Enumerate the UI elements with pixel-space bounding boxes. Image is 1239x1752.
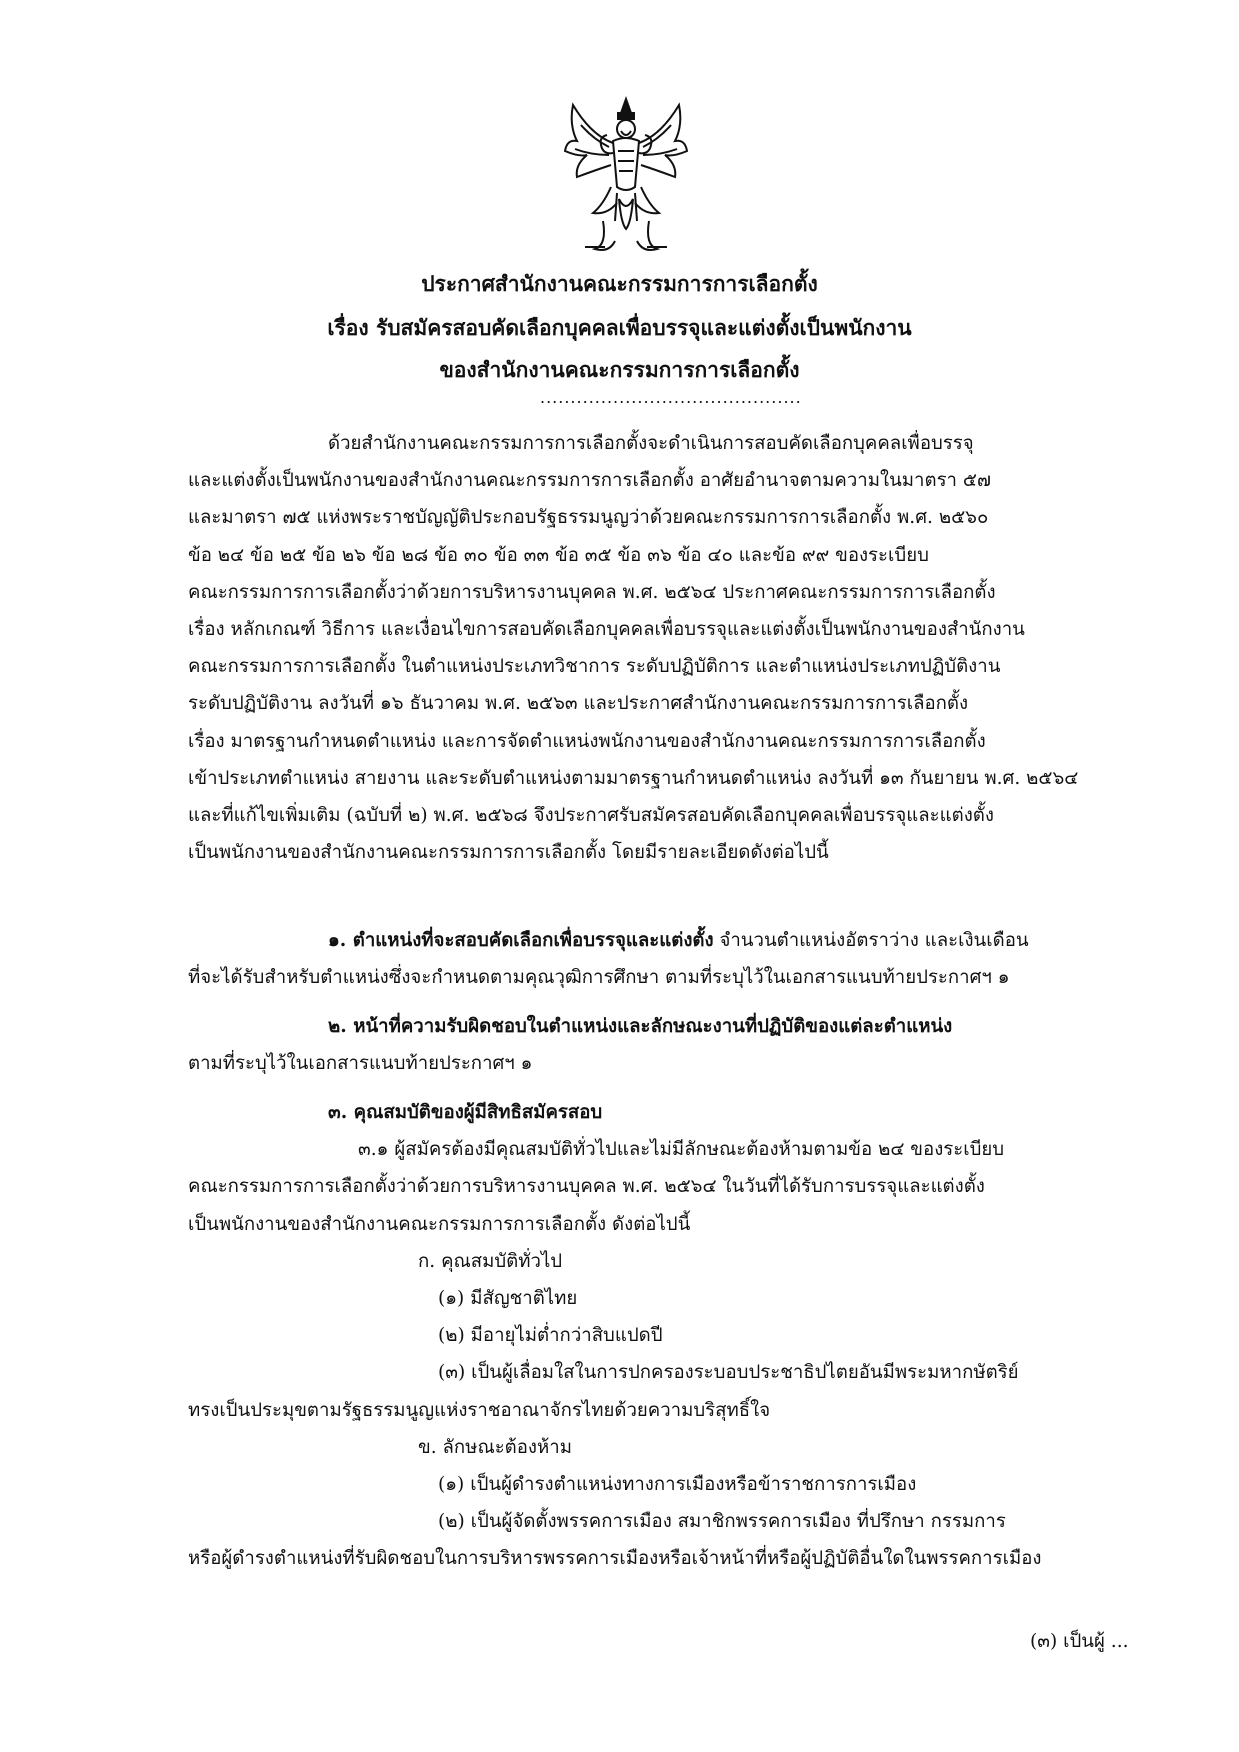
prohibition-heading: ข. ลักษณะต้องห้าม [418,1436,572,1458]
intro-line: เข้าประเภทตำแหน่ง สายงาน และระดับตำแหน่งตามมาตรฐานกำหนดตำแหน่ง ลงวันที่ ๑๓ กันยายน พ.ศ. ๒๕๖๔ [188,767,1079,789]
section-1-line: ที่จะได้รับสำหรับตำแหน่งซึ่งจะกำหนดตามคุณวุฒิการศึกษา ตามที่ระบุไว้ในเอกสารแนบท้ายประกาศฯ ๑ [188,967,1010,989]
section-3-1-line: เป็นพนักงานของสำนักงานคณะกรรมการการเลือกตั้ง ดังต่อไปนี้ [188,1213,691,1235]
prohibition-item: (๑) เป็นผู้ดำรงตำแหน่งทางการเมืองหรือข้าราชการการเมือง [438,1473,917,1495]
announcement-title: ประกาศสำนักงานคณะกรรมการการเลือกตั้ง [421,271,818,296]
intro-line: คณะกรรมการการเลือกตั้งว่าด้วยการบริหารงานบุคคล พ.ศ. ๒๕๖๔ ประกาศคณะกรรมการการเลือกตั้ง [188,581,996,603]
section-2-heading: ๒. หน้าที่ความรับผิดชอบในตำแหน่งและลักษณะงานที่ปฏิบัติของแต่ละตำแหน่ง [328,1016,953,1037]
qualification-heading: ก. คุณสมบัติทั่วไป [418,1250,563,1272]
qualification-item: (๓) เป็นผู้เลื่อมใสในการปกครองระบอบประชาธิปไตยอันมีพระมหากษัตริย์ [438,1362,1019,1384]
announcement-subject: เรื่อง รับสมัครสอบคัดเลือกบุคคลเพื่อบรรจุและแต่งตั้งเป็นพนักงาน [327,315,912,340]
section-1 [188,922,1118,996]
intro-line: ด้วยสำนักงานคณะกรรมการการเลือกตั้งจะดำเนินการสอบคัดเลือกบุคคลเพื่อบรรจุ [328,433,974,454]
intro-paragraph [188,425,1118,871]
qualification-item: (๑) มีสัญชาติไทย [438,1287,578,1309]
intro-line: เรื่อง หลักเกณฑ์ วิธีการ และเงื่อนไขการสอบคัดเลือกบุคคลเพื่อบรรจุและแต่งตั้งเป็นพนักงานของสำนักงาน [188,618,1025,640]
prohibition-item-cont: หรือผู้ดำรงตำแหน่งที่รับผิดชอบในการบริหารพรรคการเมืองหรือเจ้าหน้าที่หรือผู้ปฏิบัติอื่นใดในพรรคการเมือง [188,1548,1042,1570]
section-2-line: ตามที่ระบุไว้ในเอกสารแนบท้ายประกาศฯ ๑ [188,1053,533,1075]
intro-line: ข้อ ๒๔ ข้อ ๒๕ ข้อ ๒๖ ข้อ ๒๘ ข้อ ๓๐ ข้อ ๓๓ ข้อ ๓๕ ข้อ ๓๖ ข้อ ๔๐ และข้อ ๙๙ ของระเบียบ [188,544,929,566]
section-1-line [188,922,1118,959]
page-continuation: (๓) เป็นผู้ ... [1030,1631,1129,1652]
qualification-item: (๒) มีอายุไม่ต่ำกว่าสิบแปดปี [438,1325,663,1347]
intro-line: เป็นพนักงานของสำนักงานคณะกรรมการการเลือกตั้ง โดยมีรายละเอียดดังต่อไปนี้ [188,842,829,864]
section-2 [188,1008,1118,1082]
qualification-item-cont: ทรงเป็นประมุขตามรัฐธรรมนูญแห่งราชอาณาจักรไทยด้วยความบริสุทธิ์ใจ [188,1399,771,1421]
announcement-subject-cont: ของสำนักงานคณะกรรมการการเลือกตั้ง [439,357,800,382]
garuda-emblem-icon [563,95,689,255]
section-3-1-line: คณะกรรมการการเลือกตั้งว่าด้วยการบริหารงานบุคคล พ.ศ. ๒๕๖๔ ในวันที่ได้รับการบรรจุและแต่งตั้ง [188,1176,985,1198]
section-3 [188,1094,1118,1577]
intro-line: คณะกรรมการการเลือกตั้ง ในตำแหน่งประเภทวิชาการ ระดับปฏิบัติการ และตำแหน่งประเภทปฏิบัติงาน [188,656,1001,678]
title-separator: ........................................... [540,388,802,407]
intro-line: และมาตรา ๗๕ แห่งพระราชบัญญัติประกอบรัฐธรรมนูญว่าด้วยคณะกรรมการการเลือกตั้ง พ.ศ. ๒๕๖๐ [188,507,989,529]
prohibition-item: (๒) เป็นผู้จัดตั้งพรรคการเมือง สมาชิกพรรคการเมือง ที่ปรึกษา กรรมการ [438,1511,1006,1533]
section-1-heading: ๑. ตำแหน่งที่จะสอบคัดเลือกเพื่อบรรจุและแต่งตั้ง [328,930,714,951]
intro-line: และที่แก้ไขเพิ่มเติม (ฉบับที่ ๒) พ.ศ. ๒๕๖๘ จึงประกาศรับสมัครสอบคัดเลือกบุคคลเพื่อบรรจุและแต่งตั้ง [188,804,994,826]
intro-line: เรื่อง มาตรฐานกำหนดตำแหน่ง และการจัดตำแหน่งพนักงานของสำนักงานคณะกรรมการการเลือกตั้ง [188,730,986,752]
section-3-heading: ๓. คุณสมบัติของผู้มีสิทธิสมัครสอบ [328,1102,603,1123]
section-3-1-line: ๓.๑ ผู้สมัครต้องมีคุณสมบัติทั่วไปและไม่มีลักษณะต้องห้ามตามข้อ ๒๔ ของระเบียบ [358,1139,1005,1161]
section-1-text: จำนวนตำแหน่งอัตราว่าง และเงินเดือน [713,930,1029,951]
intro-line: และแต่งตั้งเป็นพนักงานของสำนักงานคณะกรรมการการเลือกตั้ง อาศัยอำนาจตามความในมาตรา ๕๗ [188,470,991,492]
intro-line: ระดับปฏิบัติงาน ลงวันที่ ๑๖ ธันวาคม พ.ศ. ๒๕๖๓ และประกาศสำนักงานคณะกรรมการการเลือกตั้ง [188,693,969,715]
